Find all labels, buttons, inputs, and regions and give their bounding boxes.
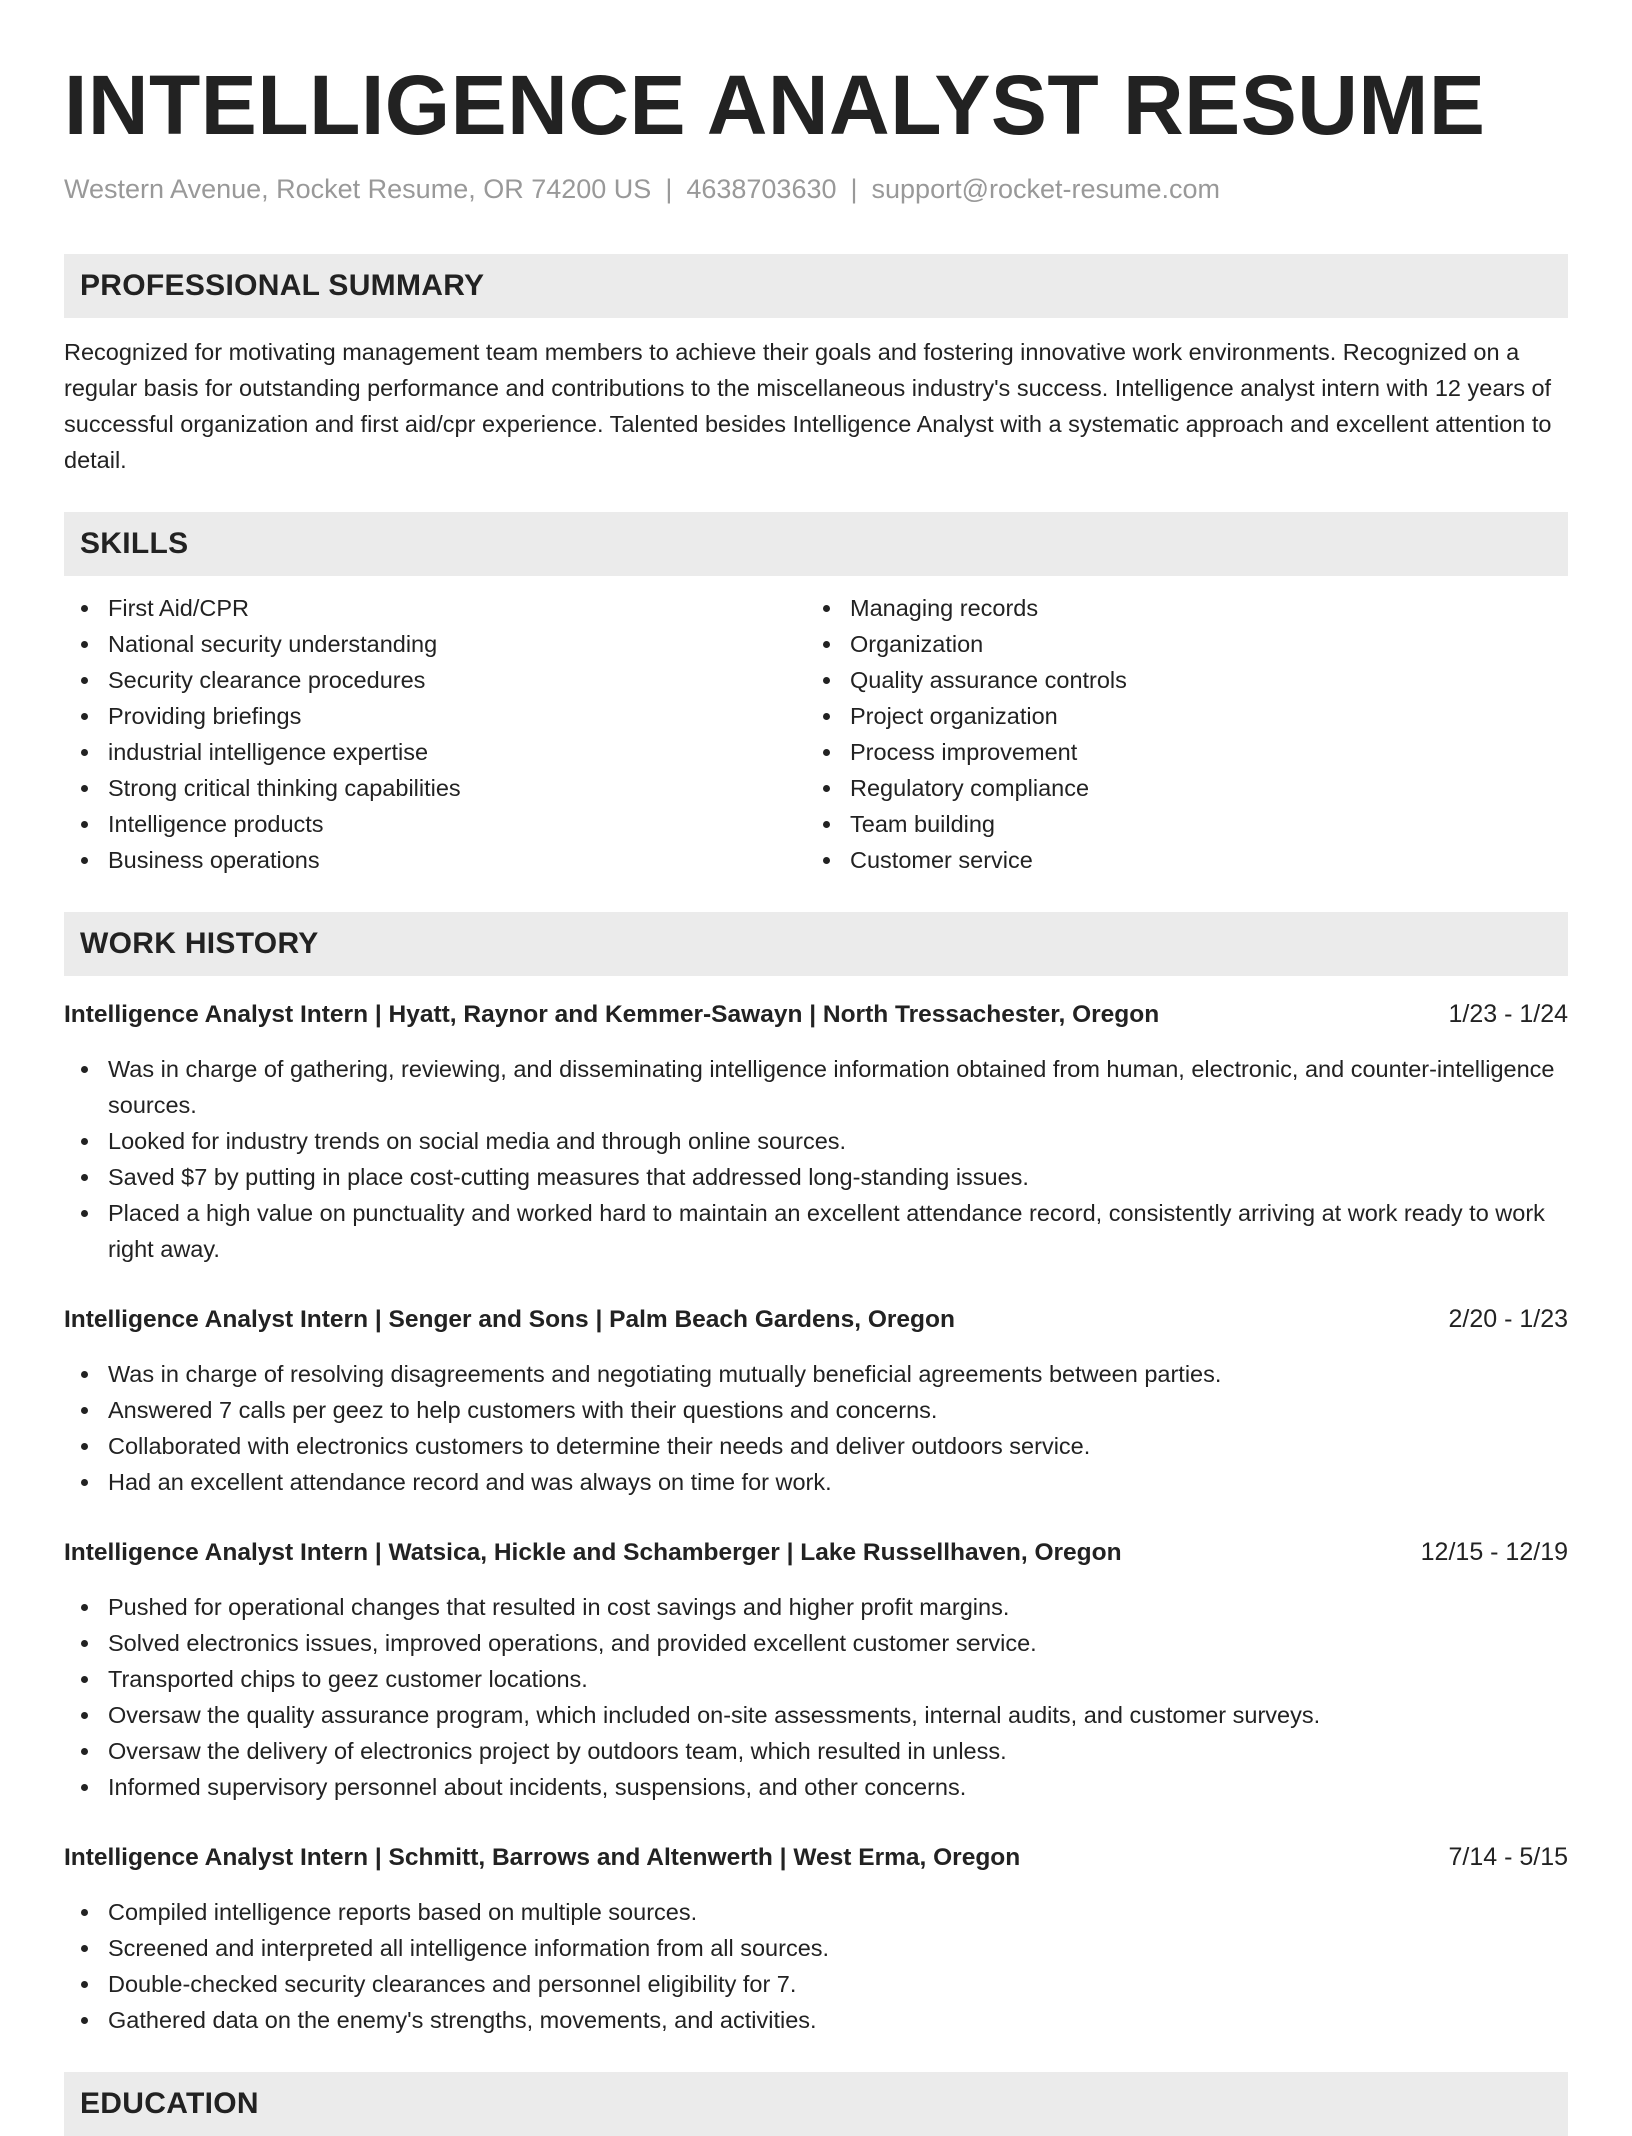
- section-header-education: EDUCATION: [64, 2072, 1568, 2136]
- section-header-work-history: WORK HISTORY: [64, 912, 1568, 976]
- job-bullet: Answered 7 calls per geez to help customers with their questions and concerns.: [64, 1392, 1568, 1428]
- job-dates: 7/14 - 5/15: [1448, 1843, 1568, 1871]
- job-header: [64, 1534, 1568, 1571]
- job-entry: [64, 996, 1568, 1267]
- job-dates: 1/23 - 1/24: [1448, 1000, 1568, 1028]
- job-bullet: Solved electronics issues, improved operations, and provided excellent customer service.: [64, 1625, 1568, 1661]
- skill-item: Project organization: [806, 698, 1548, 734]
- skill-item: Intelligence products: [64, 806, 806, 842]
- job-entry: [64, 1534, 1568, 1805]
- section-header-skills: SKILLS: [64, 512, 1568, 576]
- skill-item: Strong critical thinking capabilities: [64, 770, 806, 806]
- skill-item: Managing records: [806, 590, 1548, 626]
- job-entry: [64, 1839, 1568, 2038]
- skill-item: industrial intelligence expertise: [64, 734, 806, 770]
- job-bullet: Saved $7 by putting in place cost-cutting measures that addressed long-standing issues.: [64, 1159, 1568, 1195]
- contact-address: Western Avenue, Rocket Resume, OR 74200 US: [64, 174, 652, 204]
- contact-phone: 4638703630: [686, 174, 837, 204]
- job-bullet: Pushed for operational changes that resulted in cost savings and higher profit margins.: [64, 1589, 1568, 1625]
- job-bullets: [64, 1051, 1568, 1267]
- job-bullet: Informed supervisory personnel about incidents, suspensions, and other concerns.: [64, 1769, 1568, 1805]
- contact-separator: |: [665, 174, 673, 204]
- skill-item: Process improvement: [806, 734, 1548, 770]
- job-bullet: Gathered data on the enemy's strengths, movements, and activities.: [64, 2002, 1568, 2038]
- resume-page: [64, 50, 1568, 2136]
- job-bullet: Had an excellent attendance record and was always on time for work.: [64, 1464, 1568, 1500]
- job-bullet: Was in charge of gathering, reviewing, and disseminating intelligence information obtained from human, electronic, and counter-intelligence sources.: [64, 1051, 1568, 1123]
- skill-item: Team building: [806, 806, 1548, 842]
- skill-item: Regulatory compliance: [806, 770, 1548, 806]
- job-bullets: [64, 1894, 1568, 2038]
- job-header: [64, 1301, 1568, 1338]
- summary-text: Recognized for motivating management team members to achieve their goals and fostering innovative work environments. Recognized on a regular basis for outstanding performance and contributions to the miscellaneous industry's success. Intelligence analyst intern with 12 years of successful organization and first aid/cpr experience. Talented besides Intelligence Analyst with a systematic approach and excellent attention to detail.: [64, 339, 1552, 473]
- skills-column-right: [806, 590, 1548, 878]
- skill-item: Customer service: [806, 842, 1548, 878]
- job-bullet: Collaborated with electronics customers to determine their needs and deliver outdoors service.: [64, 1428, 1568, 1464]
- job-title: Intelligence Analyst Intern | Hyatt, Raynor and Kemmer-Sawayn | North Tressachester, Oregon: [64, 1001, 1160, 1028]
- job-bullet: Looked for industry trends on social media and through online sources.: [64, 1123, 1568, 1159]
- contact-line: [64, 172, 1568, 206]
- contact-email: support@rocket-resume.com: [871, 174, 1221, 204]
- skill-item: Organization: [806, 626, 1548, 662]
- job-bullet: Double-checked security clearances and personnel eligibility for 7.: [64, 1966, 1568, 2002]
- job-dates: 12/15 - 12/19: [1420, 1538, 1568, 1566]
- skills-grid: [64, 590, 1568, 878]
- job-title: Intelligence Analyst Intern | Senger and Sons | Palm Beach Gardens, Oregon: [64, 1306, 955, 1333]
- job-bullet: Compiled intelligence reports based on multiple sources.: [64, 1894, 1568, 1930]
- skill-item: Security clearance procedures: [64, 662, 806, 698]
- skills-column-left: [64, 590, 806, 878]
- skill-item: Quality assurance controls: [806, 662, 1548, 698]
- skill-item: Business operations: [64, 842, 806, 878]
- job-header: [64, 1839, 1568, 1876]
- job-bullet: Was in charge of resolving disagreements and negotiating mutually beneficial agreements between parties.: [64, 1356, 1568, 1392]
- job-bullet: Transported chips to geez customer locations.: [64, 1661, 1568, 1697]
- job-bullet: Oversaw the quality assurance program, which included on-site assessments, internal audits, and customer surveys.: [64, 1697, 1568, 1733]
- job-bullets: [64, 1589, 1568, 1805]
- job-bullet: Screened and interpreted all intelligence information from all sources.: [64, 1930, 1568, 1966]
- contact-separator: |: [850, 174, 858, 204]
- job-bullet: Placed a high value on punctuality and worked hard to maintain an excellent attendance record, consistently arriving at work ready to work right away.: [64, 1195, 1568, 1267]
- job-bullet: Oversaw the delivery of electronics project by outdoors team, which resulted in unless.: [64, 1733, 1568, 1769]
- skill-item: Providing briefings: [64, 698, 806, 734]
- job-dates: 2/20 - 1/23: [1448, 1305, 1568, 1333]
- resume-title: INTELLIGENCE ANALYST RESUME: [64, 58, 1486, 152]
- skill-item: National security understanding: [64, 626, 806, 662]
- section-header-summary: PROFESSIONAL SUMMARY: [64, 254, 1568, 318]
- job-title: Intelligence Analyst Intern | Schmitt, Barrows and Altenwerth | West Erma, Oregon: [64, 1844, 1021, 1871]
- job-title: Intelligence Analyst Intern | Watsica, Hickle and Schamberger | Lake Russellhaven, Oregon: [64, 1539, 1122, 1566]
- job-bullets: [64, 1356, 1568, 1500]
- job-header: [64, 996, 1568, 1033]
- job-entry: [64, 1301, 1568, 1500]
- skill-item: First Aid/CPR: [64, 590, 806, 626]
